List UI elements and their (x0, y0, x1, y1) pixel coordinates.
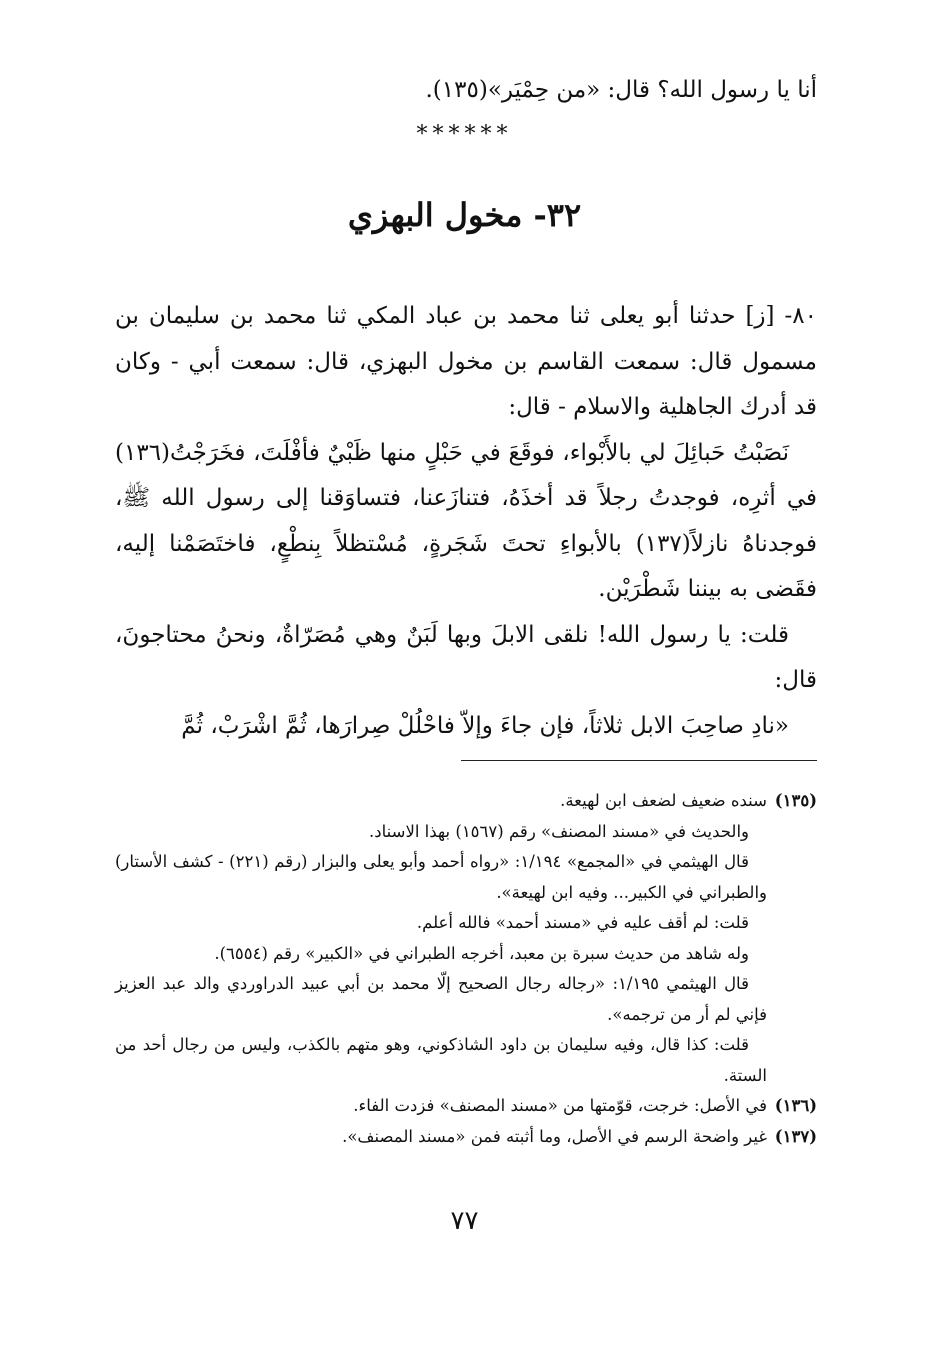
footnote-line: قال الهيثمي ١/١٩٥: «رجاله رجال الصحيح إلّا محمد بن أبي عبيد الدراوردي والد عبد العزيز فإني لم أر من ترجمه». (115, 974, 767, 1024)
hadith-paragraph-question: قلت: يا رسول الله! نلقى الابلَ وبها لَبَنٌ وهي مُصَرّاةٌ، ونحنُ محتاجونَ، قال: (115, 621, 817, 693)
chapter-title: ٣٢- مخول البهزي (347, 196, 582, 234)
footnote-number: (١٣٦) (774, 1096, 817, 1115)
footnote-body (115, 786, 767, 1091)
footnote-body (115, 1122, 767, 1153)
footnote-divider (461, 760, 817, 761)
continued-text-line: أنا يا رسول الله؟ قال: «من حِمْيَر»(١٣٥). (425, 77, 817, 103)
footnote-136 (115, 1091, 817, 1122)
section-separator: ****** (416, 122, 513, 147)
footnote-line: والحديث في «مسند المصنف» رقم (١٥٦٧) بهذا الاسناد. (369, 821, 749, 841)
footnotes (115, 786, 817, 1152)
hadith-paragraph-isnad: ٨٠- [ز] حدثنا أبو يعلى ثنا محمد بن عباد المكي ثنا محمد بن سليمان بن مسمول قال: سمعت القاسم بن مخول البهزي، قال: سمعت أبي - وكان قد أدرك الجاهلية والاسلام - قال: (115, 303, 817, 420)
footnote-line: قلت: لم أقف عليه في «مسند أحمد» فالله أعلم. (416, 913, 749, 932)
hadith-paragraph-answer: «نادِ صاحِبَ الابل ثلاثاً، فإن جاءَ وإلاّ فاحْلُلْ صِرارَها، ثُمَّ اشْرَبْ، ثُمَّ (181, 712, 789, 739)
footnote-line: في الأصل: خرجت، قوّمتها من «مسند المصنف» فزدت الفاء. (353, 1096, 767, 1115)
main-text (115, 294, 817, 749)
footnote-number: (١٣٥) (774, 791, 817, 810)
footnote-line: وله شاهد من حديث سبرة بن معبد، أخرجه الطبراني في «الكبير» رقم (٦٥٥٤). (214, 943, 749, 963)
footnote-body (115, 1091, 767, 1122)
footnote-line: سنده ضعيف لضعف ابن لهيعة. (560, 791, 767, 810)
footnote-135 (115, 786, 817, 1091)
footnote-line: قال الهيثمي في «المجمع» ١/١٩٤: «رواه أحمد وأبو يعلى والبزار (رقم (٢٢١) - كشف الأستار) والطبراني في الكبير... وفيه ابن لهيعة». (115, 852, 767, 902)
footnote-line: قلت: كذا قال، وفيه سليمان بن داود الشاذكوني، وهو متهم بالكذب، وليس من رجال أحد من الستة. (115, 1035, 767, 1085)
footnote-number: (١٣٧) (774, 1126, 817, 1146)
footnote-137 (115, 1122, 817, 1153)
footnote-line: غير واضحة الرسم في الأصل، وما أثبته فمن «مسند المصنف». (342, 1126, 767, 1146)
hadith-paragraph-narrative: نَصَبْتُ حَبائِلَ لي بالأَبْواء، فوقَعَ في حَبْلٍ منها ظَبْيٌ فأفْلَتَ، فخَرَجْتُ(١٣٦) في أثرِه، فوجدتُ رجلاً قد أخذَهُ، فتنازَعنا، فتساوَقنا إلى رسول الله ﷺ، فوجدناهُ نازلاً(١٣٧) بالأبواءِ تحتَ شَجَرةٍ، مُسْتظلاً بِنطْعٍ، فاختَصَمْنا إليه، فقَضى به بيننا شَطْرَيْن. (115, 439, 818, 602)
page-number: ٧٧ (450, 1206, 479, 1236)
